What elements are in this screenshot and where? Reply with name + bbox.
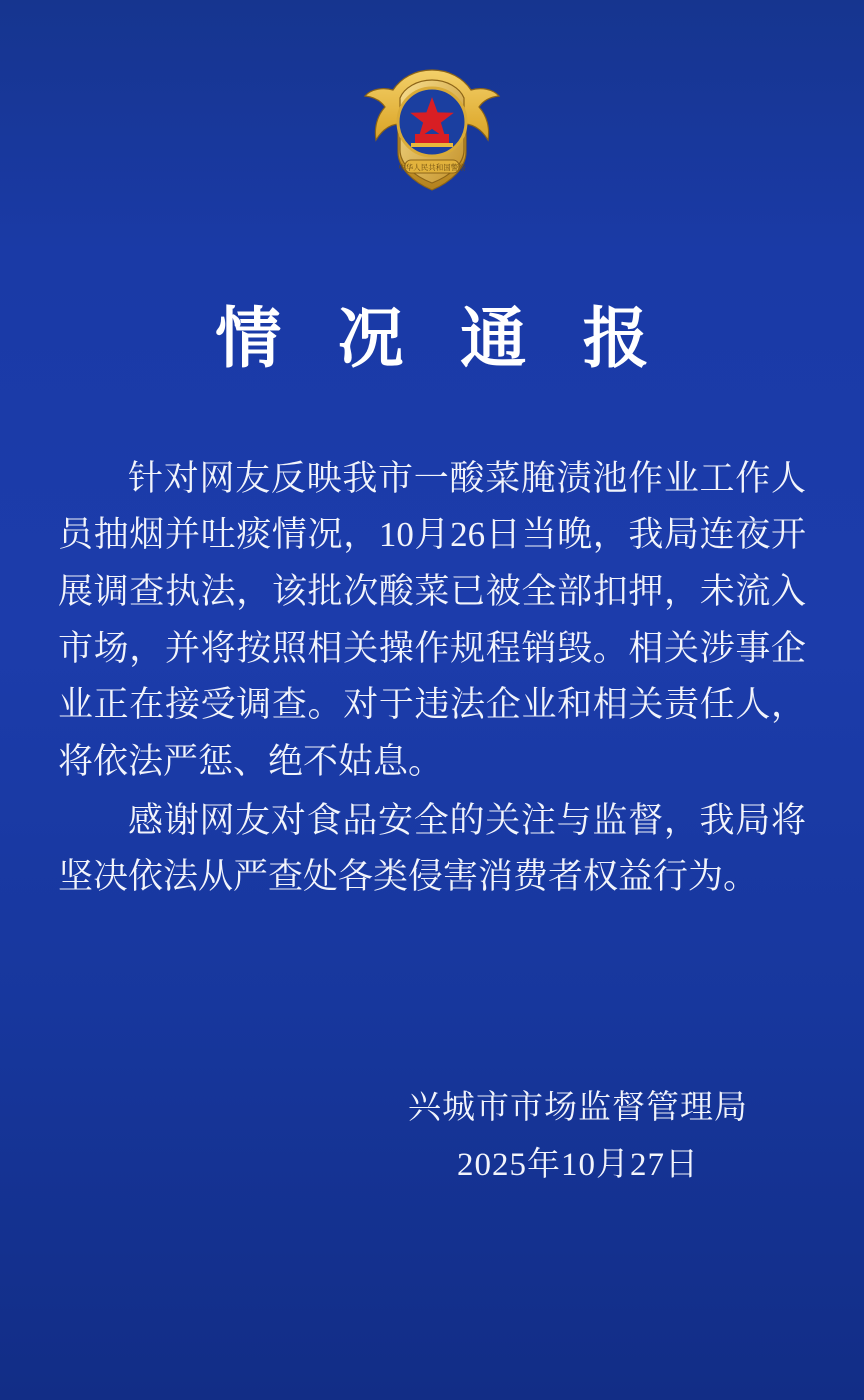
svg-text:中华人民共和国警察: 中华人民共和国警察: [398, 163, 466, 172]
notice-paragraph-2: 感谢网友对食品安全的关注与监督，我局将坚决依法从严查处各类侵害消费者权益行为。: [58, 800, 806, 897]
notice-paragraph-1: 针对网友反映我市一酸菜腌渍池作业工作人员抽烟并吐痰情况，10月26日当晚，我局连夜开展调查执法，该批次酸菜已被全部扣押，未流入市场，并将按照相关操作规程销毁。相关涉事企业正在接受调查。对于违法企业和相关责任人，将依法严惩、绝不姑息。: [58, 458, 806, 782]
signature-block: [408, 1082, 748, 1192]
page-title: 情 况 通 报: [215, 303, 669, 376]
notice-body: [58, 451, 806, 909]
signature-issuer: 兴城市市场监督管理局: [408, 1090, 748, 1127]
police-emblem-icon: [357, 56, 507, 206]
signature-date: 2025年10月27日: [457, 1147, 699, 1184]
